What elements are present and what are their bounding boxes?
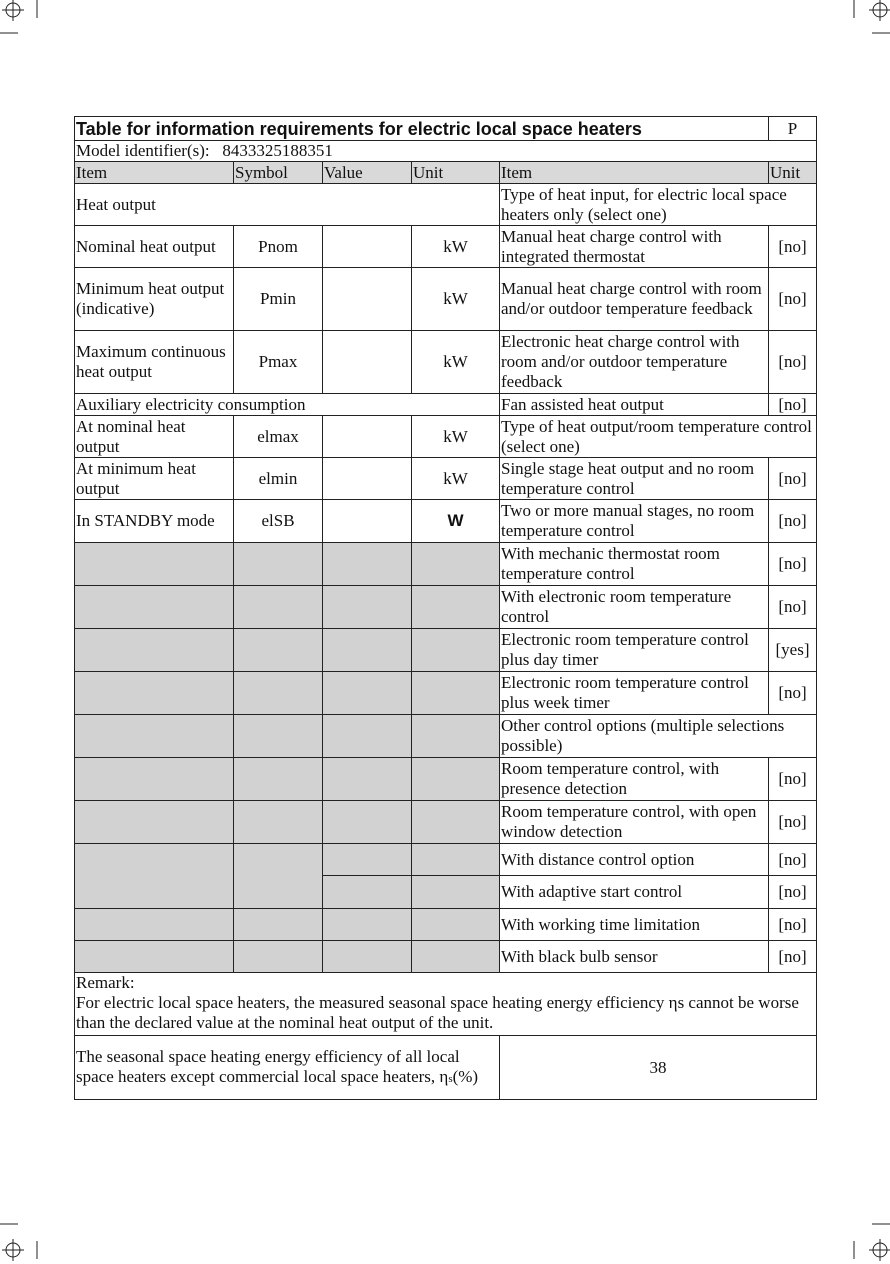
row-value	[323, 331, 412, 394]
right-unit: [no]	[769, 876, 817, 909]
gray-cell	[323, 758, 412, 801]
right-unit: [no]	[769, 586, 817, 629]
heat-input-type-section: Type of heat input, for electric local space heaters only (select one)	[500, 184, 817, 226]
header-unit-right: Unit	[769, 162, 817, 184]
right-item: Electronic room temperature control plus week timer	[500, 672, 769, 715]
gray-cell	[234, 941, 323, 973]
gray-cell	[234, 672, 323, 715]
right-item: Electronic heat charge control with room and/or outdoor temperature feedback	[500, 331, 769, 394]
row-item: At nominal heat output	[75, 416, 234, 458]
right-item: With mechanic thermostat room temperature control	[500, 543, 769, 586]
header-unit: Unit	[412, 162, 500, 184]
model-label: Model identifier(s):	[76, 141, 210, 160]
gray-cell	[412, 758, 500, 801]
gray-cell	[412, 844, 500, 876]
row-item: Minimum heat output (indicative)	[75, 268, 234, 331]
row-value	[323, 268, 412, 331]
row-unit: kW	[412, 226, 500, 268]
row-unit: kW	[412, 331, 500, 394]
gray-cell	[234, 715, 323, 758]
gray-cell	[323, 543, 412, 586]
efficiency-subscript: s	[448, 1072, 453, 1085]
gray-cell	[412, 941, 500, 973]
gray-cell	[323, 586, 412, 629]
gray-cell	[75, 801, 234, 844]
right-unit: [no]	[769, 458, 817, 500]
info-table-container	[74, 116, 816, 1100]
gray-cell	[412, 672, 500, 715]
efficiency-value: 38	[500, 1036, 817, 1100]
gray-cell	[234, 844, 323, 909]
remark-cell	[75, 973, 817, 1036]
right-unit: [no]	[769, 500, 817, 543]
row-unit: kW	[412, 416, 500, 458]
gray-cell	[323, 909, 412, 941]
gray-cell	[323, 941, 412, 973]
gray-cell	[323, 844, 412, 876]
right-unit: [no]	[769, 844, 817, 876]
gray-cell	[412, 586, 500, 629]
gray-cell	[412, 876, 500, 909]
right-item: Two or more manual stages, no room temperature control	[500, 500, 769, 543]
gray-cell	[323, 715, 412, 758]
table-title: Table for information requirements for electric local space heaters	[75, 117, 769, 141]
crop-mark-bottom-right	[866, 1236, 890, 1264]
gray-cell	[323, 629, 412, 672]
gray-cell	[75, 758, 234, 801]
right-unit: [no]	[769, 801, 817, 844]
gray-cell	[234, 629, 323, 672]
right-item: Electronic room temperature control plus day timer	[500, 629, 769, 672]
right-item: Room temperature control, with open window detection	[500, 801, 769, 844]
row-symbol: elmax	[234, 416, 323, 458]
right-item: With black bulb sensor	[500, 941, 769, 973]
gray-cell	[234, 543, 323, 586]
right-item: Room temperature control, with presence detection	[500, 758, 769, 801]
gray-cell	[75, 909, 234, 941]
row-value	[323, 416, 412, 458]
gray-cell	[234, 909, 323, 941]
gray-cell	[412, 543, 500, 586]
gray-cell	[234, 586, 323, 629]
header-item: Item	[75, 162, 234, 184]
row-unit: W	[412, 500, 500, 543]
aux-section: Auxiliary electricity consumption	[75, 394, 500, 416]
table-title-letter: P	[769, 117, 817, 141]
info-table	[74, 116, 817, 1100]
gray-cell	[234, 758, 323, 801]
row-symbol: elSB	[234, 500, 323, 543]
gray-cell	[75, 543, 234, 586]
gray-cell	[412, 801, 500, 844]
right-item: Manual heat charge control with room and/or outdoor temperature feedback	[500, 268, 769, 331]
gray-cell	[323, 801, 412, 844]
heat-output-section: Heat output	[75, 184, 500, 226]
right-unit: [no]	[769, 941, 817, 973]
right-item: Manual heat charge control with integrated thermostat	[500, 226, 769, 268]
right-item: Single stage heat output and no room temperature control	[500, 458, 769, 500]
remark-label: Remark:	[76, 973, 135, 992]
gray-cell	[75, 672, 234, 715]
gray-cell	[75, 715, 234, 758]
remark-text: For electric local space heaters, the measured seasonal space heating energy efficiency ηs cannot be worse than the declared value at the nominal heat output of the unit.	[76, 993, 799, 1032]
gray-cell	[75, 844, 234, 909]
header-symbol: Symbol	[234, 162, 323, 184]
crop-mark-bottom-left	[0, 1236, 27, 1264]
row-unit: kW	[412, 458, 500, 500]
right-item: Fan assisted heat output	[500, 394, 769, 416]
row-value	[323, 458, 412, 500]
header-value: Value	[323, 162, 412, 184]
model-row	[75, 141, 817, 162]
right-unit: [no]	[769, 758, 817, 801]
right-unit: [no]	[769, 672, 817, 715]
header-item-right: Item	[500, 162, 769, 184]
row-value	[323, 500, 412, 543]
right-item: With working time limitation	[500, 909, 769, 941]
row-symbol: Pmin	[234, 268, 323, 331]
gray-cell	[234, 801, 323, 844]
gray-cell	[323, 876, 412, 909]
efficiency-label-cell	[75, 1036, 500, 1100]
right-unit: [no]	[769, 268, 817, 331]
efficiency-label: The seasonal space heating energy efficiency of all local space heaters except commercial local space heaters, η	[76, 1046, 460, 1086]
right-item: With electronic room temperature control	[500, 586, 769, 629]
row-item: Maximum continuous heat output	[75, 331, 234, 394]
row-item: At minimum heat output	[75, 458, 234, 500]
right-unit: [no]	[769, 331, 817, 394]
gray-cell	[75, 629, 234, 672]
other-controls-section: Other control options (multiple selections possible)	[500, 715, 817, 758]
gray-cell	[323, 672, 412, 715]
crop-mark-top-left	[0, 0, 27, 24]
right-unit: [no]	[769, 543, 817, 586]
row-unit: kW	[412, 268, 500, 331]
crop-mark-top-right	[866, 0, 890, 24]
right-item: With adaptive start control	[500, 876, 769, 909]
right-unit: [yes]	[769, 629, 817, 672]
row-item: Nominal heat output	[75, 226, 234, 268]
model-value: 8433325188351	[222, 141, 333, 160]
right-unit: [no]	[769, 226, 817, 268]
row-symbol: Pnom	[234, 226, 323, 268]
heat-output-type-section: Type of heat output/room temperature control (select one)	[500, 416, 817, 458]
gray-cell	[412, 715, 500, 758]
efficiency-unit: (%)	[452, 1066, 479, 1086]
row-symbol: Pmax	[234, 331, 323, 394]
right-unit: [no]	[769, 394, 817, 416]
gray-cell	[412, 909, 500, 941]
gray-cell	[412, 629, 500, 672]
row-symbol: elmin	[234, 458, 323, 500]
gray-cell	[75, 941, 234, 973]
row-item: In STANDBY mode	[75, 500, 234, 543]
row-value	[323, 226, 412, 268]
right-item: With distance control option	[500, 844, 769, 876]
right-unit: [no]	[769, 909, 817, 941]
gray-cell	[75, 586, 234, 629]
